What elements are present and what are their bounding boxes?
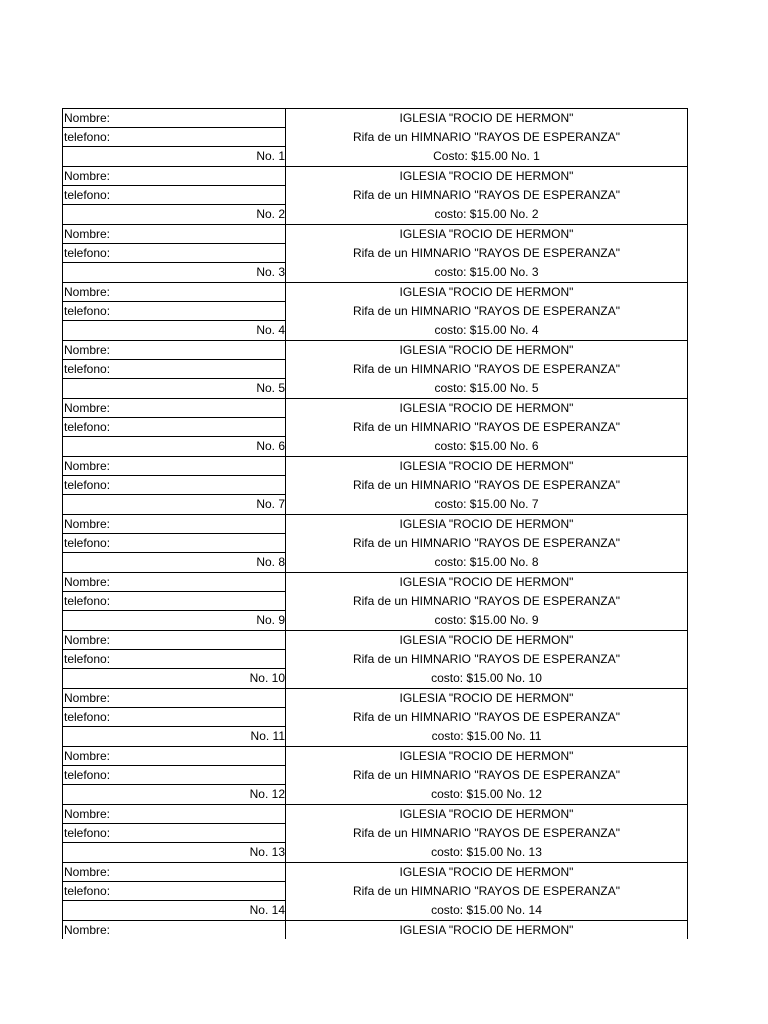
ticket-stub — [63, 167, 286, 224]
telefono-field[interactable]: telefono: — [63, 128, 285, 147]
raffle-ticket — [63, 399, 687, 457]
stub-number: No. 6 — [256, 439, 285, 453]
nombre-field[interactable]: Nombre: — [63, 573, 285, 592]
church-name: IGLESIA "ROCIO DE HERMON" — [399, 691, 574, 705]
ticket-stub — [63, 805, 286, 862]
raffle-description: Rifa de un HIMNARIO "RAYOS DE ESPERANZA" — [352, 768, 621, 782]
telefono-field[interactable]: telefono: — [63, 708, 285, 727]
ticket-stub — [63, 225, 286, 282]
telefono-field[interactable]: telefono: — [63, 824, 285, 843]
nombre-field[interactable]: Nombre: — [63, 689, 285, 708]
nombre-field[interactable]: Nombre: — [63, 921, 285, 939]
church-name: IGLESIA "ROCIO DE HERMON" — [399, 227, 574, 241]
church-name: IGLESIA "ROCIO DE HERMON" — [399, 285, 574, 299]
telefono-field[interactable]: telefono: — [63, 244, 285, 263]
ticket-body — [286, 341, 687, 398]
ticket-cost: costo: $15.00 No. 12 — [431, 787, 542, 801]
ticket-stub — [63, 109, 286, 166]
nombre-field[interactable]: Nombre: — [63, 225, 285, 244]
raffle-description: Rifa de un HIMNARIO "RAYOS DE ESPERANZA" — [352, 246, 621, 260]
raffle-ticket — [63, 167, 687, 225]
raffle-description: Rifa de un HIMNARIO "RAYOS DE ESPERANZA" — [352, 652, 621, 666]
stub-number: No. 9 — [256, 613, 285, 627]
ticket-body — [286, 399, 687, 456]
stub-number: No. 14 — [249, 903, 285, 917]
telefono-field[interactable]: telefono: — [63, 186, 285, 205]
raffle-ticket — [63, 747, 687, 805]
nombre-field[interactable]: Nombre: — [63, 747, 285, 766]
ticket-body — [286, 515, 687, 572]
nombre-field[interactable]: Nombre: — [63, 863, 285, 882]
stub-number: No. 4 — [256, 323, 285, 337]
ticket-stub — [63, 573, 286, 630]
ticket-cost: costo: $15.00 No. 10 — [431, 671, 542, 685]
nombre-field[interactable]: Nombre: — [63, 109, 285, 128]
raffle-ticket — [63, 573, 687, 631]
church-name: IGLESIA "ROCIO DE HERMON" — [399, 517, 574, 531]
raffle-ticket-partial — [63, 921, 687, 939]
raffle-description: Rifa de un HIMNARIO "RAYOS DE ESPERANZA" — [352, 826, 621, 840]
church-name: IGLESIA "ROCIO DE HERMON" — [399, 343, 574, 357]
church-name: IGLESIA "ROCIO DE HERMON" — [399, 111, 574, 125]
ticket-stub — [63, 457, 286, 514]
ticket-cost: costo: $15.00 No. 2 — [434, 207, 539, 221]
raffle-description: Rifa de un HIMNARIO "RAYOS DE ESPERANZA" — [352, 594, 621, 608]
ticket-cost: costo: $15.00 No. 3 — [434, 265, 539, 279]
ticket-body — [286, 747, 687, 804]
raffle-ticket — [63, 515, 687, 573]
church-name: IGLESIA "ROCIO DE HERMON" — [399, 865, 574, 879]
ticket-body — [286, 109, 687, 166]
raffle-ticket — [63, 457, 687, 515]
ticket-stub — [63, 283, 286, 340]
ticket-body — [286, 921, 687, 939]
raffle-ticket — [63, 341, 687, 399]
ticket-stub — [63, 747, 286, 804]
ticket-cost: costo: $15.00 No. 13 — [431, 845, 542, 859]
raffle-ticket — [63, 805, 687, 863]
raffle-ticket — [63, 689, 687, 747]
church-name: IGLESIA "ROCIO DE HERMON" — [399, 575, 574, 589]
ticket-body — [286, 863, 687, 920]
raffle-description: Rifa de un HIMNARIO "RAYOS DE ESPERANZA" — [352, 710, 621, 724]
stub-number: No. 13 — [249, 845, 285, 859]
raffle-description: Rifa de un HIMNARIO "RAYOS DE ESPERANZA" — [352, 362, 621, 376]
ticket-cost: Costo: $15.00 No. 1 — [433, 149, 540, 163]
ticket-stub — [63, 631, 286, 688]
ticket-body — [286, 283, 687, 340]
nombre-field[interactable]: Nombre: — [63, 457, 285, 476]
ticket-cost: costo: $15.00 No. 14 — [431, 903, 542, 917]
ticket-cost: costo: $15.00 No. 6 — [434, 439, 539, 453]
nombre-field[interactable]: Nombre: — [63, 631, 285, 650]
ticket-stub — [63, 341, 286, 398]
nombre-field[interactable]: Nombre: — [63, 283, 285, 302]
stub-number: No. 3 — [256, 265, 285, 279]
ticket-cost: costo: $15.00 No. 7 — [434, 497, 539, 511]
ticket-cost: costo: $15.00 No. 11 — [431, 729, 542, 743]
nombre-field[interactable]: Nombre: — [63, 167, 285, 186]
nombre-field[interactable]: Nombre: — [63, 805, 285, 824]
telefono-field[interactable]: telefono: — [63, 766, 285, 785]
ticket-stub — [63, 863, 286, 920]
stub-number: No. 2 — [256, 207, 285, 221]
ticket-stub — [63, 921, 286, 939]
nombre-field[interactable]: Nombre: — [63, 341, 285, 360]
ticket-body — [286, 225, 687, 282]
church-name: IGLESIA "ROCIO DE HERMON" — [399, 749, 574, 763]
stub-number: No. 7 — [256, 497, 285, 511]
stub-number: No. 1 — [256, 149, 285, 163]
ticket-cost: costo: $15.00 No. 4 — [434, 323, 539, 337]
raffle-ticket-sheet — [62, 108, 688, 939]
telefono-field[interactable]: telefono: — [63, 476, 285, 495]
raffle-description: Rifa de un HIMNARIO "RAYOS DE ESPERANZA" — [352, 478, 621, 492]
raffle-ticket — [63, 109, 687, 167]
ticket-stub — [63, 515, 286, 572]
telefono-field[interactable]: telefono: — [63, 418, 285, 437]
ticket-body — [286, 457, 687, 514]
raffle-description: Rifa de un HIMNARIO "RAYOS DE ESPERANZA" — [352, 420, 621, 434]
ticket-stub — [63, 689, 286, 746]
church-name: IGLESIA "ROCIO DE HERMON" — [399, 459, 574, 473]
raffle-description: Rifa de un HIMNARIO "RAYOS DE ESPERANZA" — [352, 130, 621, 144]
raffle-description: Rifa de un HIMNARIO "RAYOS DE ESPERANZA" — [352, 188, 621, 202]
church-name: IGLESIA "ROCIO DE HERMON" — [399, 923, 574, 937]
ticket-cost: costo: $15.00 No. 5 — [434, 381, 539, 395]
telefono-field[interactable]: telefono: — [63, 882, 285, 901]
stub-number: No. 8 — [256, 555, 285, 569]
raffle-ticket — [63, 283, 687, 341]
church-name: IGLESIA "ROCIO DE HERMON" — [399, 807, 574, 821]
nombre-field[interactable]: Nombre: — [63, 515, 285, 534]
ticket-body — [286, 167, 687, 224]
raffle-description: Rifa de un HIMNARIO "RAYOS DE ESPERANZA" — [352, 884, 621, 898]
raffle-ticket — [63, 225, 687, 283]
church-name: IGLESIA "ROCIO DE HERMON" — [399, 633, 574, 647]
nombre-field[interactable]: Nombre: — [63, 399, 285, 418]
ticket-body — [286, 631, 687, 688]
telefono-field[interactable]: telefono: — [63, 650, 285, 669]
church-name: IGLESIA "ROCIO DE HERMON" — [399, 401, 574, 415]
raffle-ticket — [63, 631, 687, 689]
telefono-field[interactable]: telefono: — [63, 592, 285, 611]
ticket-body — [286, 573, 687, 630]
raffle-description: Rifa de un HIMNARIO "RAYOS DE ESPERANZA" — [352, 304, 621, 318]
church-name: IGLESIA "ROCIO DE HERMON" — [399, 169, 574, 183]
telefono-field[interactable]: telefono: — [63, 302, 285, 321]
ticket-body — [286, 805, 687, 862]
stub-number: No. 12 — [249, 787, 285, 801]
stub-number: No. 5 — [256, 381, 285, 395]
ticket-cost: costo: $15.00 No. 9 — [434, 613, 539, 627]
stub-number: No. 11 — [250, 729, 285, 743]
telefono-field[interactable]: telefono: — [63, 534, 285, 553]
raffle-description: Rifa de un HIMNARIO "RAYOS DE ESPERANZA" — [352, 536, 621, 550]
ticket-cost: costo: $15.00 No. 8 — [434, 555, 539, 569]
raffle-ticket — [63, 863, 687, 921]
ticket-body — [286, 689, 687, 746]
stub-number: No. 10 — [249, 671, 285, 685]
telefono-field[interactable]: telefono: — [63, 360, 285, 379]
ticket-stub — [63, 399, 286, 456]
